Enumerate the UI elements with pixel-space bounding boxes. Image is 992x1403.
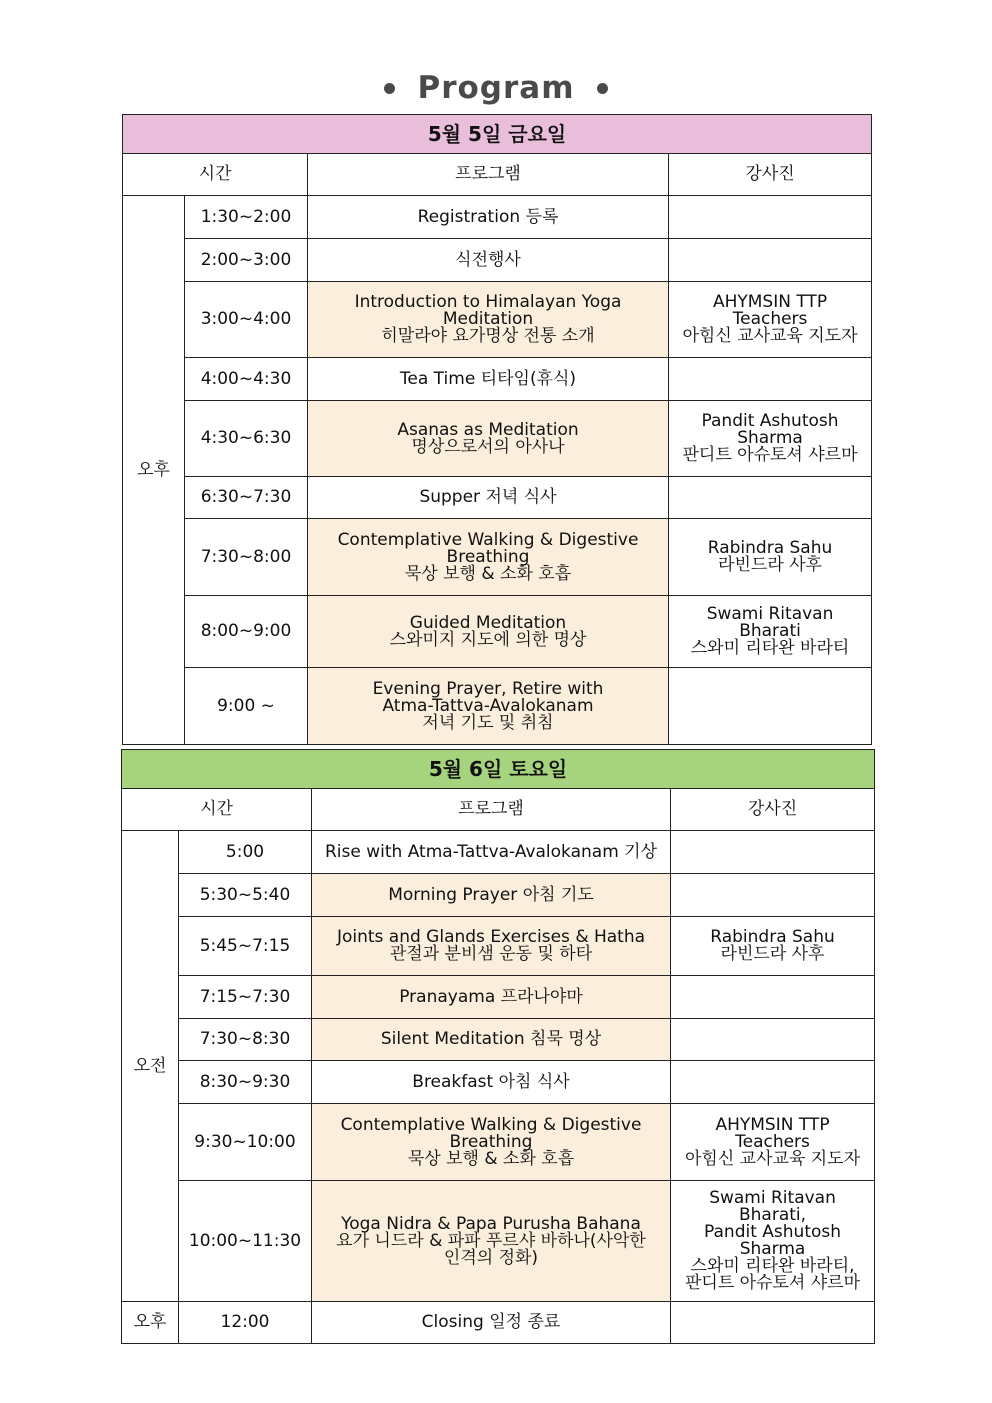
instructor-cell <box>671 831 875 874</box>
time-cell: 3:00~4:00 <box>185 282 308 358</box>
program-line: 저녁 기도 및 취침 <box>422 712 554 733</box>
program-cell <box>312 976 671 1019</box>
schedule-row <box>123 401 872 477</box>
instructor-line: Rabindra Sahu <box>707 538 833 558</box>
program-line: 식전행사 <box>455 249 521 270</box>
program-line: 명상으로서의 아사나 <box>411 436 565 457</box>
program-cell <box>308 596 669 668</box>
schedule-row <box>122 1019 875 1061</box>
day-date: 5월 6일 토요일 <box>122 750 875 789</box>
instructor-line: Rabindra Sahu <box>710 927 835 947</box>
instructor-cell <box>669 596 872 668</box>
instructor-cell <box>671 917 875 976</box>
time-cell: 1:30~2:00 <box>185 196 308 239</box>
program-line: Guided Meditation <box>409 612 567 633</box>
program-line: Breathing <box>446 546 530 567</box>
instructor-line: Swami Ritavan <box>709 1188 836 1208</box>
program-line: 히말라야 요가명상 전통 소개 <box>381 326 595 346</box>
instructor-line: 스와미 리타완 바라티 <box>690 638 850 658</box>
column-header-row <box>122 789 875 831</box>
instructor-cell <box>669 519 872 596</box>
program-line: 스와미지 지도에 의한 명상 <box>389 629 587 650</box>
instructor-line: Teachers <box>735 1131 810 1152</box>
program-cell <box>312 1302 671 1344</box>
program-cell <box>308 358 669 401</box>
time-cell: 7:30~8:30 <box>179 1019 312 1061</box>
program-cell <box>308 196 669 239</box>
bullet-dot-icon <box>384 83 395 94</box>
instructor-line: Teachers <box>732 309 808 329</box>
schedule-row <box>123 519 872 596</box>
time-cell: 2:00~3:00 <box>185 239 308 282</box>
program-cell <box>312 917 671 976</box>
page-title-text: Program <box>417 70 575 106</box>
program-line: Introduction to Himalayan Yoga <box>354 292 622 312</box>
program-line: Contemplative Walking & Digestive <box>337 529 639 550</box>
program-line: Breakfast 아침 식사 <box>412 1071 570 1092</box>
instructor-line: Sharma <box>739 1239 806 1259</box>
schedule-row <box>123 358 872 401</box>
program-line: Morning Prayer 아침 기도 <box>388 884 594 905</box>
program-line: 관절과 분비샘 운동 및 하타 <box>389 944 593 964</box>
time-cell: 4:30~6:30 <box>185 401 308 477</box>
schedule-row <box>123 477 872 519</box>
day2-schedule-table <box>121 749 875 1344</box>
instructor-line: 아힘신 교사교육 지도자 <box>682 326 858 346</box>
period-label: 오전 <box>122 831 179 1302</box>
schedule-row <box>122 917 875 976</box>
instructor-cell <box>669 282 872 358</box>
time-cell: 7:30~8:00 <box>185 519 308 596</box>
instructor-line: 판디트 아슈토셔 샤르마 <box>685 1273 861 1293</box>
time-cell: 12:00 <box>179 1302 312 1344</box>
instructor-cell <box>671 1181 875 1302</box>
time-cell: 8:00~9:00 <box>185 596 308 668</box>
time-cell: 6:30~7:30 <box>185 477 308 519</box>
schedule-row <box>123 596 872 668</box>
schedule-row <box>122 1181 875 1302</box>
program-line: Atma-Tattva-Avalokanam <box>382 695 594 716</box>
instructor-line: AHYMSIN TTP <box>712 292 828 312</box>
schedule-row <box>122 1061 875 1104</box>
program-cell <box>308 477 669 519</box>
header-time: 시간 <box>122 789 312 831</box>
time-cell: 8:30~9:30 <box>179 1061 312 1104</box>
instructor-cell <box>671 1061 875 1104</box>
instructor-line: Sharma <box>737 428 803 448</box>
instructor-cell <box>671 1302 875 1344</box>
program-line: Silent Meditation 침묵 명상 <box>380 1029 602 1049</box>
program-line: 요가 니드라 & 파파 푸르샤 바하나(사악한 <box>336 1230 646 1251</box>
schedule-row <box>123 239 872 282</box>
instructor-line: Swami Ritavan <box>706 604 834 624</box>
schedule-row <box>122 1104 875 1181</box>
time-cell: 5:45~7:15 <box>179 917 312 976</box>
schedule-row <box>123 196 872 239</box>
bullet-dot-icon <box>597 83 608 94</box>
program-line: Asanas as Meditation <box>397 419 579 440</box>
schedule-row <box>122 874 875 917</box>
program-cell <box>312 1019 671 1061</box>
program-cell <box>308 239 669 282</box>
instructor-line: 스와미 리타완 바라티, <box>690 1256 855 1276</box>
program-line: 인격의 정화) <box>443 1247 539 1268</box>
page-title <box>0 68 992 108</box>
schedule-row <box>123 668 872 745</box>
program-cell <box>308 668 669 745</box>
program-line: Contemplative Walking & Digestive <box>340 1114 642 1135</box>
instructor-cell <box>669 401 872 477</box>
instructor-cell <box>671 1019 875 1061</box>
program-line: Evening Prayer, Retire with <box>372 678 604 699</box>
program-cell <box>308 282 669 358</box>
time-cell: 10:00~11:30 <box>179 1181 312 1302</box>
program-line: Meditation <box>442 309 534 329</box>
time-cell: 7:15~7:30 <box>179 976 312 1019</box>
instructor-cell <box>671 874 875 917</box>
instructor-line: 판디트 아슈토셔 샤르마 <box>682 445 858 465</box>
program-cell <box>308 519 669 596</box>
program-cell <box>312 1104 671 1181</box>
day-date: 5월 5일 금요일 <box>123 115 872 154</box>
program-line: Closing 일정 종료 <box>421 1312 561 1332</box>
instructor-cell <box>671 976 875 1019</box>
program-line: Registration 등록 <box>417 206 559 227</box>
instructor-line: AHYMSIN TTP <box>715 1114 830 1135</box>
program-cell <box>312 1181 671 1302</box>
instructor-line: 라빈드라 사후 <box>718 555 822 575</box>
schedule-row <box>122 976 875 1019</box>
schedule-row <box>123 282 872 358</box>
column-header-row <box>123 154 872 196</box>
program-line: 묵상 보행 & 소화 호흡 <box>404 563 572 584</box>
instructor-line: 아힘신 교사교육 지도자 <box>685 1148 861 1169</box>
program-line: 묵상 보행 & 소화 호흡 <box>407 1148 575 1169</box>
instructor-cell <box>669 668 872 745</box>
header-time: 시간 <box>123 154 308 196</box>
period-label: 오후 <box>122 1302 179 1344</box>
program-line: Joints and Glands Exercises & Hatha <box>336 927 646 947</box>
program-cell <box>312 874 671 917</box>
header-instructor: 강사진 <box>671 789 875 831</box>
header-program: 프로그램 <box>312 789 671 831</box>
day-header-row <box>123 115 872 154</box>
instructor-line: Pandit Ashutosh <box>704 1222 842 1242</box>
program-line: Supper 저녁 식사 <box>419 487 557 507</box>
period-label: 오후 <box>123 196 185 745</box>
header-program: 프로그램 <box>308 154 669 196</box>
program-line: Pranayama 프라나야마 <box>399 986 583 1007</box>
header-instructor: 강사진 <box>669 154 872 196</box>
instructor-cell <box>669 196 872 239</box>
schedule-row <box>122 1302 875 1344</box>
program-line: Rise with Atma-Tattva-Avalokanam 기상 <box>324 841 658 862</box>
time-cell: 5:00 <box>179 831 312 874</box>
day-header-row <box>122 750 875 789</box>
program-line: Yoga Nidra & Papa Purusha Bahana <box>341 1213 641 1234</box>
program-cell <box>308 401 669 477</box>
instructor-cell <box>669 477 872 519</box>
instructor-cell <box>669 358 872 401</box>
schedule-row <box>122 831 875 874</box>
program-line: Tea Time 티타임(휴식) <box>399 368 577 389</box>
time-cell: 9:30~10:00 <box>179 1104 312 1181</box>
program-line: Breathing <box>449 1131 533 1152</box>
day1-schedule-table <box>122 114 872 745</box>
instructor-cell <box>671 1104 875 1181</box>
time-cell: 5:30~5:40 <box>179 874 312 917</box>
instructor-line: Pandit Ashutosh <box>701 411 839 431</box>
time-cell: 4:00~4:30 <box>185 358 308 401</box>
instructor-line: Bharati <box>739 621 801 641</box>
instructor-line: 라빈드라 사후 <box>720 944 825 964</box>
instructor-cell <box>669 239 872 282</box>
program-cell <box>312 831 671 874</box>
time-cell: 9:00 ~ <box>185 668 308 745</box>
instructor-line: Bharati, <box>738 1205 807 1225</box>
program-cell <box>312 1061 671 1104</box>
